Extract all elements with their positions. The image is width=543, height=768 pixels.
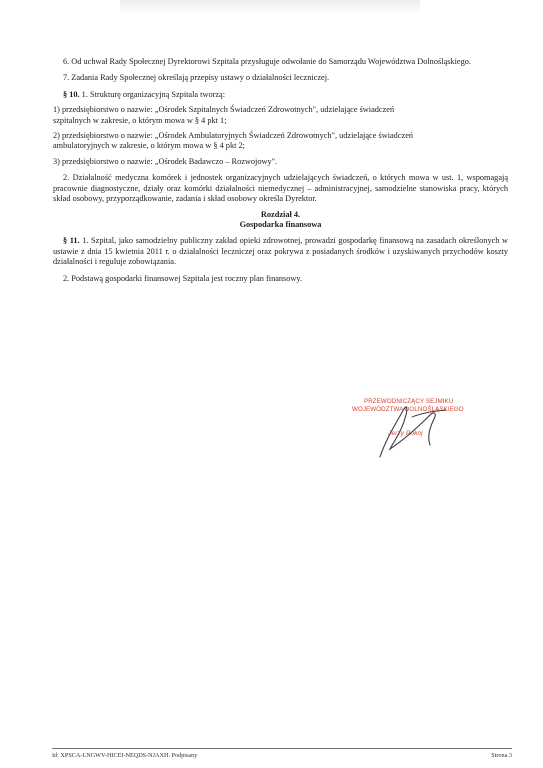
- section-11-paragraph-2: 2. Podstawą gospodarki finansowej Szpitala jest roczny plan finansowy.: [63, 273, 303, 283]
- section-10-heading: [53, 90, 508, 100]
- footer-divider: [52, 748, 512, 749]
- paragraph-6: 6. Od uchwał Rady Społecznej Dyrektorowi Szpitala przysługuje odwołanie do Samorządu Województwa Dolnośląskiego.: [63, 57, 471, 66]
- section-11-paragraph-1: [53, 236, 508, 267]
- scan-artifact: [120, 0, 420, 14]
- structure-item-1: [53, 105, 508, 126]
- document-body: [53, 57, 508, 284]
- section-10-text: 1. Strukturę organizacyjną Szpitala tworzą:: [79, 89, 226, 99]
- paragraph-7: 7. Zadania Rady Społecznej określają przepisy ustawy o działalności leczniczej.: [63, 73, 330, 83]
- section-10-label: § 10.: [63, 89, 80, 99]
- official-stamp: [342, 393, 492, 473]
- chapter-title: Rozdział 4.: [260, 210, 301, 220]
- section-11-text: 1. Szpital, jako samodzielny publiczny zakład opieki zdrowotnej, prowadzi gospodarkę finansową na zasadach określonych w ustawie z dnia 15 kwietnia 2011 r. o działalności leczniczej oraz pokrywa z posiadanych środków i uzyskiwanych przychodów koszty działalności i reguluje zobowiązania.: [53, 236, 508, 267]
- structure-item-2: [53, 131, 508, 152]
- structure-item-3: 3) przedsiębiorstwo o nazwie: „Ośrodek Badawczo – Rozwojowy".: [53, 156, 278, 166]
- structure-item-2-line2: ambulatoryjnych w zakresie, o którym mowa w § 4 pkt 2;: [53, 141, 245, 151]
- page-number: Strona 3: [491, 752, 512, 759]
- stamp-title-line: PRZEWODNICZĄCY SEJMIKU: [364, 398, 454, 405]
- section-11-label: § 11.: [63, 236, 80, 246]
- section-10-paragraph-2: 2. Działalność medyczna komórek i jednostek organizacyjnych udzielających świadczeń, o których mowa w ust. 1, wspomagają pracownie diagnostyczne, działy oraz komórki działalności niemedycznej – administracyjnej, samodzielne stanowiska pracy, których skład osobowy, przyporządkowanie, zadania i skład osobowy określa Dyrektor.: [53, 173, 508, 204]
- structure-item-1-line1: 1) przedsiębiorstwo o nazwie: „Ośrodek Szpitalnych Świadczeń Zdrowotnych", udzielające świadczeń: [53, 105, 395, 115]
- handwritten-signature-icon: [342, 393, 492, 473]
- stamp-region-line: WOJEWÓDZTWA DOLNOŚLĄSKIEGO: [352, 406, 464, 413]
- stamp-name: Jerzy Pokój: [388, 430, 423, 437]
- structure-item-1-line2: szpitalnych w zakresie, o którym mowa w § 4 pkt 1;: [53, 115, 227, 125]
- structure-item-2-line1: 2) przedsiębiorstwo o nazwie: „Ośrodek Ambulatoryjnych Świadczeń Zdrowotnych", udzielające świadczeń: [53, 131, 414, 141]
- document-id: Id: XPSCA-LNGWV-HICEI-NEQDS-NJAXH. Podpisany: [52, 752, 198, 759]
- chapter-subtitle: Gospodarka finansowa: [239, 220, 322, 230]
